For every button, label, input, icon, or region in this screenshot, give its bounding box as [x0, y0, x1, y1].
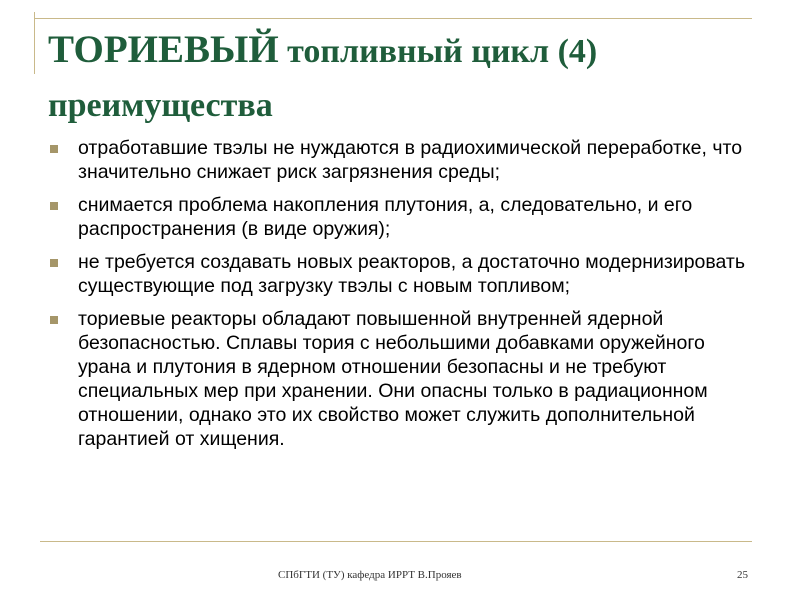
bullet-item — [44, 250, 756, 298]
bullet-text: не требуется создавать новых реакторов, а достаточно модернизировать существующие под загрузку твэлы с новым топливом; — [78, 251, 746, 297]
square-bullet-icon — [50, 202, 58, 210]
bullet-text: ториевые реакторы обладают повышенной внутренней ядерной безопасностью. Сплавы тория с небольшими добавками оружейного урана и плутония в ядерном отношении безопасны и не требуют специальных мер при хранении. Они опасны только в радиационном отношении, однако это их свойство может служить дополнительной гарантией от хищения. — [78, 308, 708, 450]
title-rest: топливный цикл (4) преимущества — [48, 33, 598, 124]
slide-title — [48, 26, 748, 136]
square-bullet-icon — [50, 145, 58, 153]
bullet-item — [44, 193, 756, 241]
bullet-text: отработавшие твэлы не нуждаются в радиохимической переработке, что значительно снижает риск загрязнения среды; — [78, 137, 743, 183]
bottom-divider — [40, 541, 752, 542]
bullet-list — [44, 136, 756, 460]
top-divider — [34, 18, 752, 19]
bullet-text: снимается проблема накопления плутония, а, следовательно, и его распространения (в виде оружия); — [78, 194, 693, 240]
square-bullet-icon — [50, 259, 58, 267]
bullet-item — [44, 136, 756, 184]
left-divider — [34, 12, 35, 74]
footer-text: СПбГТИ (ТУ) кафедра ИРРТ В.Прояев — [278, 569, 462, 581]
bullet-item — [44, 307, 756, 451]
title-main: ТОРИЕВЫЙ — [48, 28, 279, 71]
page-number: 25 — [737, 569, 748, 581]
square-bullet-icon — [50, 316, 58, 324]
